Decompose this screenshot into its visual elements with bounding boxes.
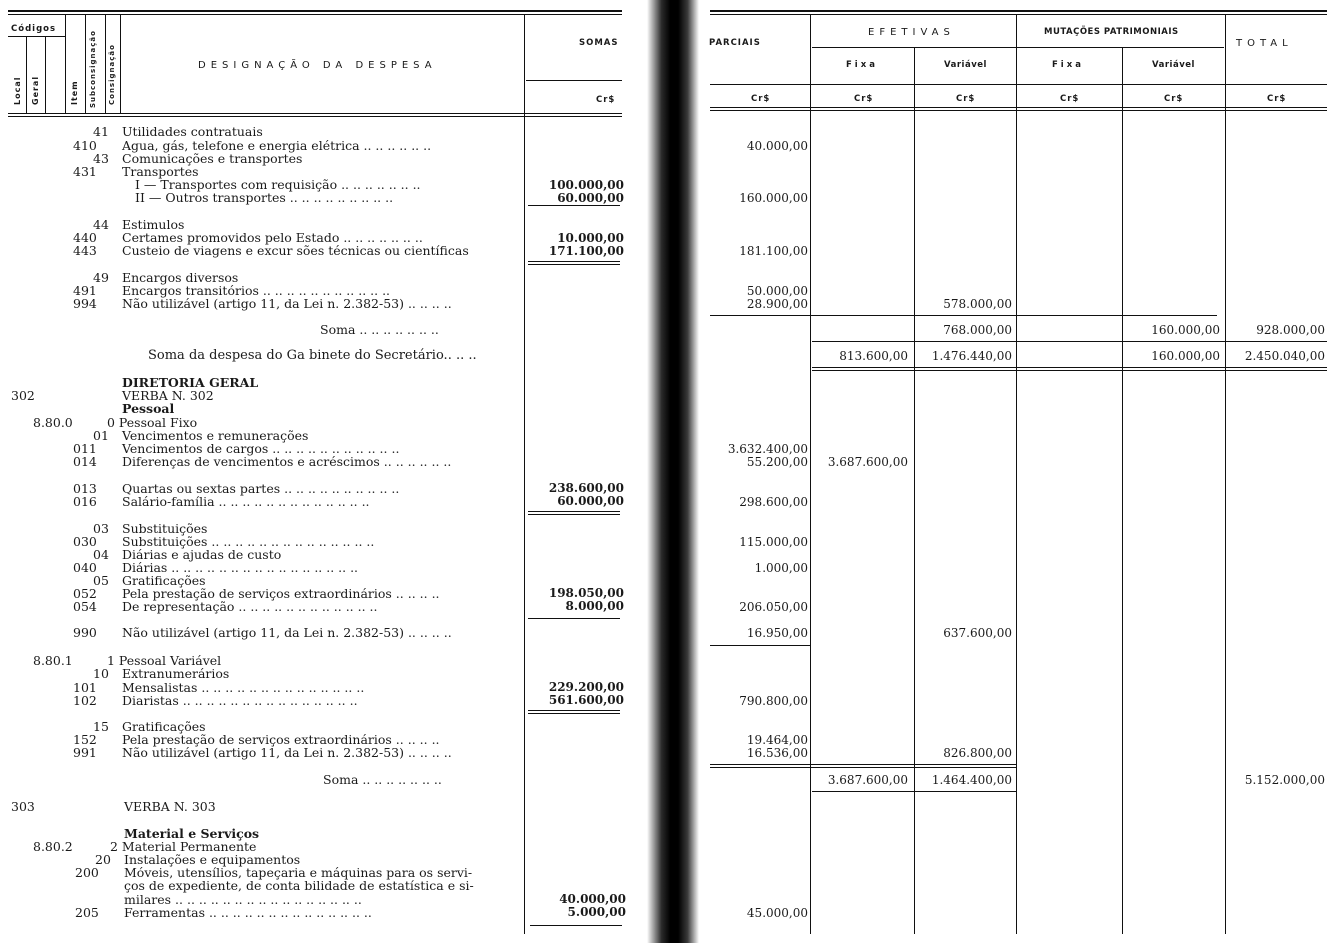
row-code: 101: [73, 680, 97, 695]
row-text: VERBA N. 302: [122, 388, 214, 403]
soma-value: 229.200,00: [548, 680, 624, 694]
row-text: Estimulos: [122, 217, 185, 232]
total-header: TOTAL: [1236, 38, 1293, 49]
row-text: II — Outros transportes .. .. .. .. .. .. .. .. ..: [135, 190, 394, 205]
row-code: 43: [93, 151, 109, 166]
row-code: 49: [93, 270, 109, 285]
row-text: De representação .. .. .. .. .. .. .. .. .. .. .. ..: [122, 599, 378, 614]
row-code: 013: [73, 481, 97, 496]
row-text: Substituições .. .. .. .. .. .. .. .. .. .. .. .. .. ..: [122, 534, 375, 549]
row-code: 01: [93, 428, 109, 443]
row-code: 8.80.2: [33, 839, 73, 854]
row-code: 20: [95, 852, 111, 867]
row-code: 05: [93, 573, 109, 588]
row-text: Instalações e equipamentos: [124, 852, 301, 867]
somas-header: SOMAS: [579, 38, 619, 48]
row-code: 991: [73, 745, 97, 760]
row-code: 491: [73, 283, 97, 298]
total-value: 2.450.040,00: [1244, 349, 1325, 363]
row-text: Soma .. .. .. .. .. .. ..: [323, 772, 442, 787]
row-text: Soma .. .. .. .. .. .. ..: [320, 322, 439, 337]
codigos-rule: [8, 36, 65, 37]
currency-total: Cr$: [1267, 94, 1287, 104]
soma-value: 561.600,00: [548, 693, 624, 707]
variavel-value: 637.600,00: [943, 626, 1012, 640]
row-text: Gratificações: [122, 719, 206, 734]
row-text: 0 Pessoal Fixo: [107, 415, 198, 430]
col-subconsignacao: Subconsignação: [89, 30, 97, 108]
efetivas-variavel: Variável: [944, 60, 987, 70]
row-code: 03: [93, 521, 109, 536]
left-header-bottom: [8, 113, 622, 114]
parcial-value: 1.000,00: [754, 561, 808, 575]
variavel-value: 1.476.440,00: [931, 349, 1012, 363]
row-text: 2 Material Permanente: [110, 839, 257, 854]
fixa-value: 3.687.600,00: [827, 773, 908, 787]
row-code: 44: [93, 217, 109, 232]
row-text: Transportes: [122, 164, 199, 179]
parcial-value: 206.050,00: [739, 600, 808, 614]
row-text: Diferenças de vencimentos e acréscimos .. .. .. .. .. ..: [122, 454, 452, 469]
col-item: Item: [70, 80, 79, 105]
soma-value: 40.000,00: [559, 892, 626, 906]
row-text: Não utilizável (artigo 11, da Lei n. 2.382-53) .. .. .. ..: [122, 745, 452, 760]
left-top-rule-2: [8, 14, 622, 15]
parcial-value: 298.600,00: [739, 495, 808, 509]
variavel-value: 1.464.400,00: [931, 773, 1012, 787]
row-code: 15: [93, 719, 109, 734]
row-text: Encargos diversos: [122, 270, 239, 285]
col-local: Local: [13, 76, 22, 105]
row-code: 10: [93, 666, 109, 681]
row-text: ços de expediente, de conta bilidade de estatística e si-: [124, 878, 474, 893]
parcial-value: 40.000,00: [746, 139, 808, 153]
soma-value: 10.000,00: [557, 231, 624, 245]
row-text: Não utilizável (artigo 11, da Lei n. 2.382-53) .. .. .. ..: [122, 625, 452, 640]
parcial-value: 19.464,00: [746, 733, 808, 747]
total-value: 928.000,00: [1256, 323, 1325, 337]
currency-mut-variavel: Cr$: [1164, 94, 1184, 104]
row-text: Pela prestação de serviços extraordinários .. .. .. ..: [122, 732, 440, 747]
row-text: Pela prestação de serviços extraordinários .. .. .. ..: [122, 586, 440, 601]
parcial-value: 160.000,00: [739, 191, 808, 205]
mutacoes-variavel: Variável: [1152, 60, 1195, 70]
row-text: Salário-família .. .. .. .. .. .. .. .. .. .. .. .. ..: [122, 494, 370, 509]
soma-value: 60.000,00: [557, 494, 624, 508]
row-text: VERBA N. 303: [124, 799, 216, 814]
somas-rule: [526, 80, 622, 81]
fixa-value: 3.687.600,00: [827, 455, 908, 469]
row-text: Encargos transitórios .. .. .. .. .. .. .. .. .. .. ..: [122, 283, 391, 298]
soma-value: 60.000,00: [557, 191, 624, 205]
currency-parciais: Cr$: [751, 94, 771, 104]
row-text: Certames promovidos pelo Estado .. .. .. .. .. .. ..: [122, 230, 423, 245]
row-code: 303: [11, 799, 35, 814]
soma-value: 100.000,00: [548, 178, 624, 192]
row-code: 030: [73, 534, 97, 549]
row-code: 205: [75, 905, 99, 920]
currency-fixa: Cr$: [854, 94, 874, 104]
row-code: 04: [93, 547, 109, 562]
row-code: 994: [73, 296, 97, 311]
row-code: 8.80.0: [33, 415, 73, 430]
parcial-value: 16.536,00: [746, 746, 808, 760]
row-text: Diárias e ajudas de custo: [122, 547, 282, 562]
parcial-value: 45.000,00: [746, 906, 808, 920]
parcial-value: 50.000,00: [746, 284, 808, 298]
row-text: Vencimentos de cargos .. .. .. .. .. .. .. .. .. .. ..: [122, 441, 400, 456]
soma-value: 238.600,00: [548, 481, 624, 495]
parcial-value: 790.800,00: [739, 694, 808, 708]
row-text: Extranumerários: [122, 666, 230, 681]
row-text: Móveis, utensílios, tapeçaria e máquinas para os servi-: [124, 865, 473, 880]
fixa-value: 813.600,00: [839, 349, 908, 363]
variavel-value: 578.000,00: [943, 297, 1012, 311]
variavel-value: 826.800,00: [943, 746, 1012, 760]
row-code: 014: [73, 454, 97, 469]
row-text: Comunicações e transportes: [122, 151, 303, 166]
parcial-value: 55.200,00: [746, 455, 808, 469]
row-code: 102: [73, 693, 97, 708]
parcial-value: 16.950,00: [746, 626, 808, 640]
row-text: Gratificações: [122, 573, 206, 588]
row-code: 152: [73, 732, 97, 747]
row-text: Custeio de viagens e excur sões técnicas ou científicas: [122, 243, 469, 258]
row-text: Agua, gás, telefone e energia elétrica .. .. .. .. .. ..: [122, 138, 432, 153]
left-somas-divider: [524, 14, 525, 934]
col-consignacao: Consignação: [108, 44, 116, 105]
row-text: 1 Pessoal Variável: [107, 653, 222, 668]
row-code: 431: [73, 164, 97, 179]
currency-mut-fixa: Cr$: [1060, 94, 1080, 104]
parcial-value: 181.100,00: [739, 244, 808, 258]
parciais-header: PARCIAIS: [709, 38, 761, 48]
row-code: 040: [73, 560, 97, 575]
parcial-value: 28.900,00: [746, 297, 808, 311]
row-text: Pessoal: [122, 401, 175, 416]
row-code: 200: [75, 865, 99, 880]
mut-variavel-value: 160.000,00: [1151, 323, 1220, 337]
parcial-value: 115.000,00: [739, 535, 808, 549]
designacao-header: DESIGNAÇÃO DA DESPESA: [198, 60, 437, 71]
section-title: DIRETORIA GERAL: [122, 375, 259, 390]
mutacoes-header: MUTAÇÕES PATRIMONIAIS: [1044, 27, 1179, 37]
soma-value: 171.100,00: [548, 244, 624, 258]
row-text: Utilidades contratuais: [122, 124, 263, 139]
row-code: 440: [73, 230, 97, 245]
row-code: 8.80.1: [33, 653, 73, 668]
row-code: 302: [11, 388, 35, 403]
row-text: Soma da despesa do Ga binete do Secretário.. .. ..: [148, 348, 477, 363]
row-code: 011: [73, 441, 97, 456]
efetivas-header: EFETIVAS: [868, 27, 955, 38]
row-text: Não utilizável (artigo 11, da Lei n. 2.382-53) .. .. .. ..: [122, 296, 452, 311]
row-code: 41: [93, 124, 109, 139]
soma-value: 198.050,00: [548, 586, 624, 600]
mut-variavel-value: 160.000,00: [1151, 349, 1220, 363]
variavel-value: 768.000,00: [943, 323, 1012, 337]
row-code: 990: [73, 625, 97, 640]
col-geral: Geral: [31, 75, 40, 105]
row-code: 443: [73, 243, 97, 258]
soma-value: 8.000,00: [565, 599, 624, 613]
row-code: 016: [73, 494, 97, 509]
mutacoes-fixa: Fixa: [1052, 60, 1084, 70]
row-text: Diaristas .. .. .. .. .. .. .. .. .. .. .. .. .. .. ..: [122, 693, 358, 708]
total-value: 5.152.000,00: [1244, 773, 1325, 787]
row-text: Vencimentos e remunerações: [122, 428, 309, 443]
row-text: Material e Serviços: [124, 826, 260, 841]
somas-currency: Cr$: [596, 95, 616, 105]
row-text: Diárias .. .. .. .. .. .. .. .. .. .. .. .. .. .. .. ..: [122, 560, 359, 575]
currency-variavel: Cr$: [956, 94, 976, 104]
row-text: I — Transportes com requisição .. .. .. .. .. .. ..: [135, 177, 421, 192]
codigos-label: Códigos: [11, 24, 57, 34]
row-text: Mensalistas .. .. .. .. .. .. .. .. .. .. .. .. .. ..: [122, 680, 365, 695]
row-text: Substituições: [122, 521, 208, 536]
parcial-value: 3.632.400,00: [727, 442, 808, 456]
row-text: milares .. .. .. .. .. .. .. .. .. .. .. .. .. .. .. ..: [124, 892, 362, 907]
row-code: 052: [73, 586, 97, 601]
row-code: 054: [73, 599, 97, 614]
row-code: 410: [73, 138, 97, 153]
row-text: Quartas ou sextas partes .. .. .. .. .. .. .. .. .. ..: [122, 481, 400, 496]
right-top-rule: [710, 10, 1327, 12]
soma-value: 5.000,00: [567, 905, 626, 919]
left-top-rule: [8, 10, 622, 12]
gutter: [647, 0, 699, 943]
efetivas-fixa: Fixa: [846, 60, 878, 70]
left-header-bottom-2: [8, 116, 622, 117]
row-text: Ferramentas .. .. .. .. .. .. .. .. .. .. .. .. .. ..: [124, 905, 372, 920]
